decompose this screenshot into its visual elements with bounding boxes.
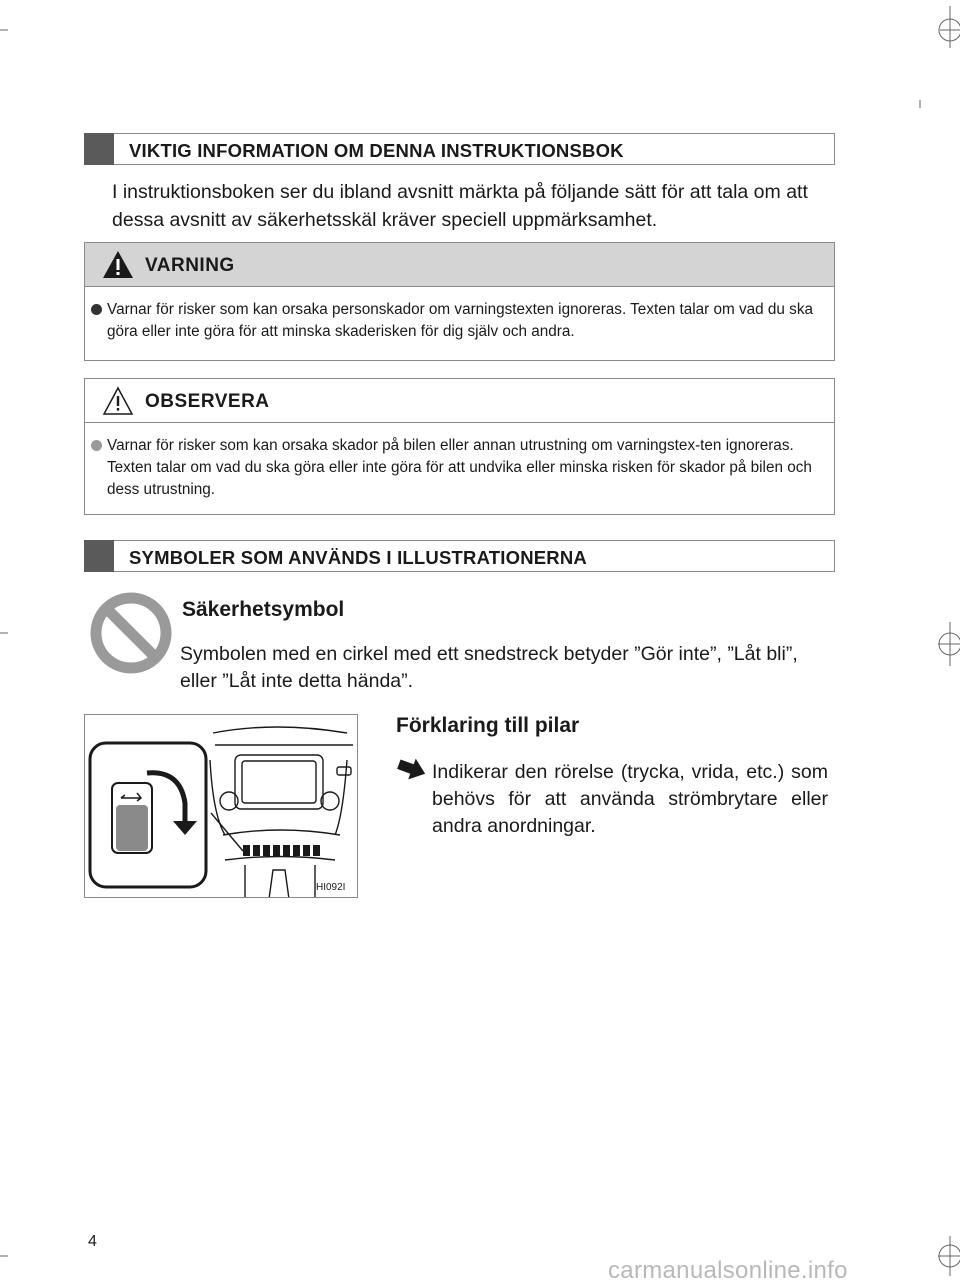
warning-triangle-icon	[101, 249, 135, 281]
prohibition-icon	[90, 592, 172, 674]
dashboard-drawing	[85, 715, 358, 898]
section-marker	[84, 133, 114, 165]
arrows-title: Förklaring till pilar	[396, 714, 580, 737]
page-number: 4	[88, 1233, 97, 1250]
section-header-symbols	[84, 540, 835, 572]
warning-header	[85, 243, 834, 287]
caution-triangle-icon	[101, 385, 135, 417]
arrow-icon	[396, 756, 428, 782]
safety-symbol-title: Säkerhetsymbol	[182, 598, 345, 621]
notice-label: OBSERVERA	[145, 391, 270, 412]
warning-box	[84, 242, 835, 361]
intro-paragraph: I instruktionsboken ser du ibland avsnitt märkta på följande sätt för att tala om att dessa avsnitt av säkerhetsskäl kräver speciell uppmärksamhet.	[112, 181, 808, 231]
watermark: carmanualsonline.info	[608, 1257, 848, 1284]
illustration-code: HI092I	[316, 882, 346, 893]
dashboard-illustration	[84, 714, 358, 898]
bullet-icon	[91, 304, 102, 315]
safety-symbol-text: Symbolen med en cirkel med ett snedstreck betyder ”Gör inte”, ”Låt bli”, eller ”Låt inte detta hända”.	[180, 643, 798, 692]
warning-body	[85, 287, 834, 343]
bullet-icon	[91, 440, 102, 451]
arrows-text: Indikerar den rörelse (trycka, vrida, etc.) som behövs för att använda strömbrytare eller andra anordningar.	[432, 761, 828, 837]
section-marker	[84, 540, 114, 572]
notice-box	[84, 378, 835, 515]
notice-header	[85, 379, 834, 423]
usb-icon	[85, 715, 86, 716]
section-title: SYMBOLER SOM ANVÄNDS I ILLUSTRATIONERNA	[129, 547, 587, 568]
notice-body	[85, 423, 834, 501]
warning-label: VARNING	[145, 255, 235, 276]
section-title: VIKTIG INFORMATION OM DENNA INSTRUKTIONSBOK	[129, 140, 624, 161]
notice-text: Varnar för risker som kan orsaka skador på bilen eller annan utrustning om varningstex-ten ignoreras. Texten talar om vad du ska göra eller inte göra för att undvika eller minska risken för skador på bilen och dess utrustning.	[107, 437, 812, 498]
warning-text: Varnar för risker som kan orsaka personskador om varningstexten ignoreras. Texten talar om vad du ska göra eller inte göra för att minska skaderisken för dig själv och andra.	[107, 301, 813, 340]
section-header-important-info	[84, 133, 835, 165]
